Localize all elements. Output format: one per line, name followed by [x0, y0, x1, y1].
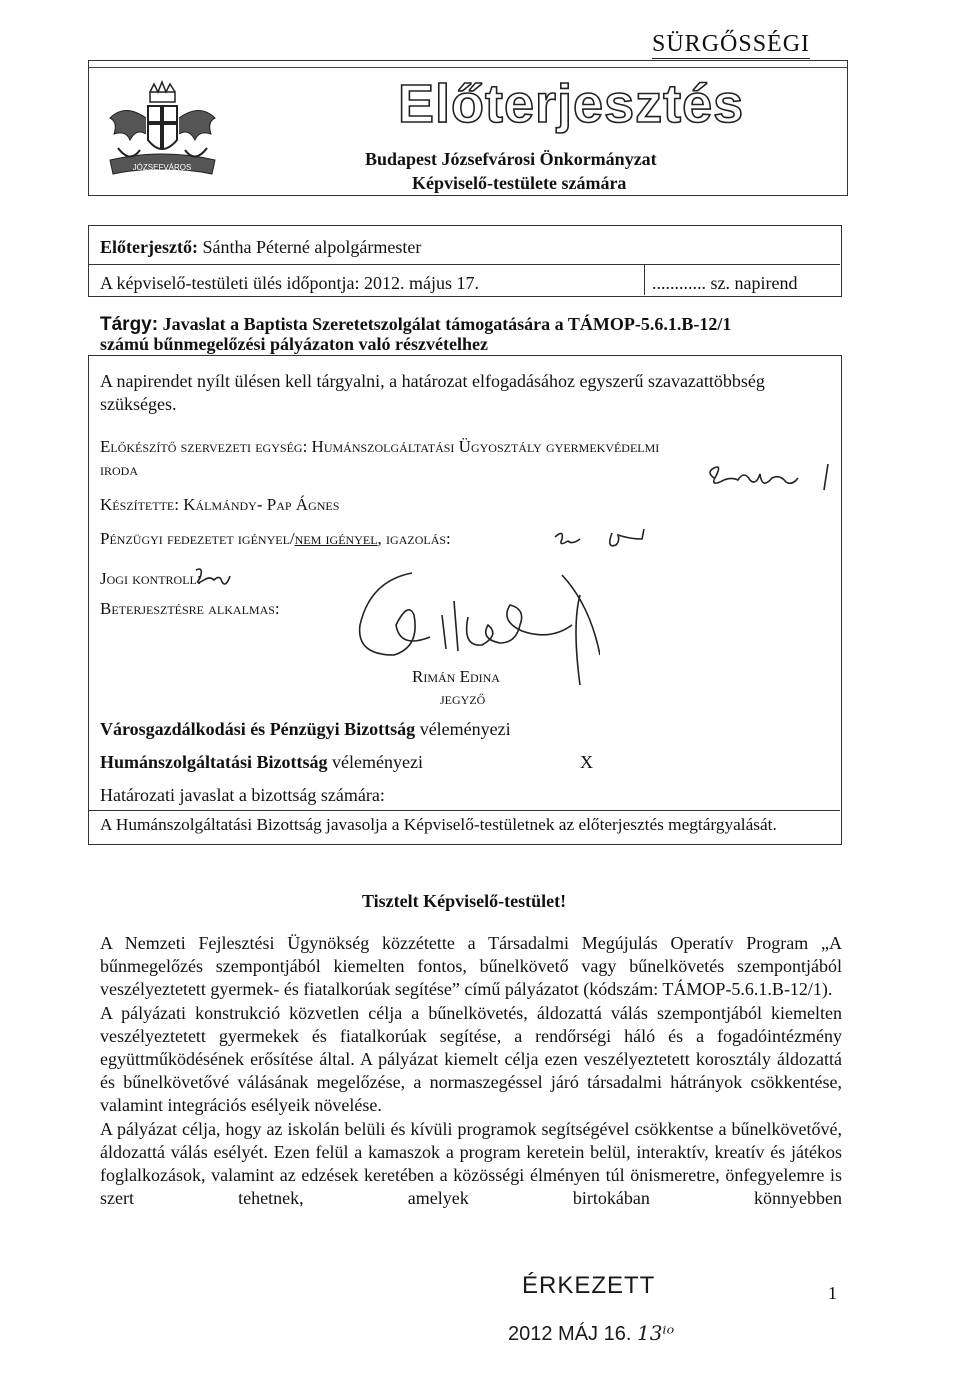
meeting-date: 2012. május 17.	[363, 273, 479, 293]
meeting-row	[100, 272, 479, 294]
prepared-by: Készítette: Kálmándy- Pap Ágnes	[100, 495, 340, 514]
info-divider	[88, 264, 840, 265]
info-vertical-divider	[644, 264, 645, 295]
paragraph-3: A pályázat célja, hogy az iskolán belüli és kívüli programok segítségével csökkentse a bűnelkövetővé, áldozattá válás esélyét. Ezen felül a kamaszok a program keretein belül, interaktív, kreatív és játékos foglalkozások, valamint az edzések keretében a közösségi élményen túl önismeretre, önfegyelemre is szert tehetnek, amelyek birtokában könnyebben	[100, 1118, 842, 1209]
procedure-line-1: A napirendet nyílt ülésen kell tárgyalni, a határozat elfogadásához egyszerű szavazattöbbség	[100, 371, 765, 391]
notary-title: jegyző	[440, 689, 486, 708]
crest-banner-text: JÓZSEFVÁROS	[132, 163, 192, 172]
financial-prefix: Pénzügyi fedezetet igényel/	[100, 529, 295, 548]
presenter-row	[100, 236, 421, 258]
meeting-label: A képviselő-testületi ülés időpontja:	[100, 273, 360, 293]
committee-1-row	[100, 718, 511, 740]
procedure-line-2: szükséges.	[100, 394, 177, 414]
received-time: 13ⁱᵒ	[636, 1321, 675, 1345]
subject-label: Tárgy:	[100, 314, 159, 335]
proposal-text: A Humánszolgáltatási Bizottság javasolja a Képviselő-testületnek az előterjesztés megtárgyalását.	[100, 815, 777, 834]
paragraph-2: A pályázati konstrukció közvetlen célja a bűnelkövetés, áldozattá válás szempontjából kiemelten veszélyeztetett gyermekek és fiatalkorúak segítése, a rendőrségi háló és a fogadóintézmény együttműködésének erősítése által. A pályázat kiemelt célja ezen veszélyeztetett korosztály áldozattá és bűnelkövetővé válásának megelőzése, a normaszegéssel járó társadalmi hátrányok csökkentése, valamint integrációs esélyeik növelése.	[100, 1002, 842, 1116]
org-line-2: Képviselő-testülete számára	[412, 173, 627, 193]
committee-2-verb: véleményezi	[332, 752, 423, 772]
notary-name: Rimán Edina	[412, 667, 500, 686]
preparer-unit-line-1: Előkészítő szervezeti egység: Humánszolgáltatási Ügyosztály gyermekvédelmi	[100, 437, 660, 456]
preparer-unit-line-2: iroda	[100, 460, 138, 479]
paragraph-1: A Nemzeti Fejlesztési Ügynökség közzétette a Társadalmi Megújulás Operatív Program „A bűnmegelőzés szempontjából kiemelten fontos, bűnelkövető vagy bűnelkövetés szempontjából veszélyeztetett gyermek- és fiatalkorúak segítése” című pályázatot (kódszám: TÁMOP-5.6.1.B-12/1).	[100, 933, 842, 1000]
for-submission: Beterjesztésre alkalmas:	[100, 599, 280, 618]
legal-control: Jogi kontroll:	[100, 569, 202, 588]
received-stamp-label: ÉRKEZETT	[522, 1272, 656, 1299]
body-text	[100, 932, 842, 1210]
committee-1-name: Városgazdálkodási és Pénzügyi Bizottság	[100, 719, 416, 739]
committee-1-verb: véleményezi	[419, 719, 511, 739]
presenter-label: Előterjesztő:	[100, 237, 198, 257]
committee-2-mark: X	[580, 752, 593, 772]
handwritten-legal-initials-icon	[190, 560, 240, 595]
document-type-title: Előterjesztés	[398, 74, 745, 134]
subject-text-1: Javaslat a Baptista Szeretetszolgálat támogatására a TÁMOP-5.6.1.B-12/1	[162, 314, 732, 334]
presenter-value: Sántha Péterné alpolgármester	[202, 237, 422, 257]
urgency-label: SÜRGŐSSÉGI	[652, 31, 811, 57]
committee-2-name: Humánszolgáltatási Bizottság	[100, 752, 328, 772]
financial-suffix: , igazolás:	[377, 529, 451, 548]
coat-of-arms-icon	[100, 78, 225, 188]
agenda-number: ............ sz. napirend	[652, 273, 798, 293]
subject-text-2: számú bűnmegelőzési pályázaton való részvételhez	[100, 334, 488, 354]
received-date: 2012 MÁJ 16.	[508, 1323, 632, 1345]
proposal-label: Határozati javaslat a bizottság számára:	[100, 785, 385, 805]
handwritten-signature-icon	[700, 450, 840, 495]
org-line-1: Budapest Józsefvárosi Önkormányzat	[365, 149, 657, 169]
salutation: Tisztelt Képviselő-testület!	[362, 891, 567, 911]
proposal-divider	[88, 810, 840, 811]
financial-underlined: nem igényel	[294, 529, 378, 548]
financial-row	[100, 528, 451, 550]
page-number: 1	[828, 1283, 837, 1303]
committee-2-row	[100, 751, 423, 773]
received-stamp-date	[508, 1322, 674, 1345]
handwritten-initials-icon	[550, 515, 650, 555]
